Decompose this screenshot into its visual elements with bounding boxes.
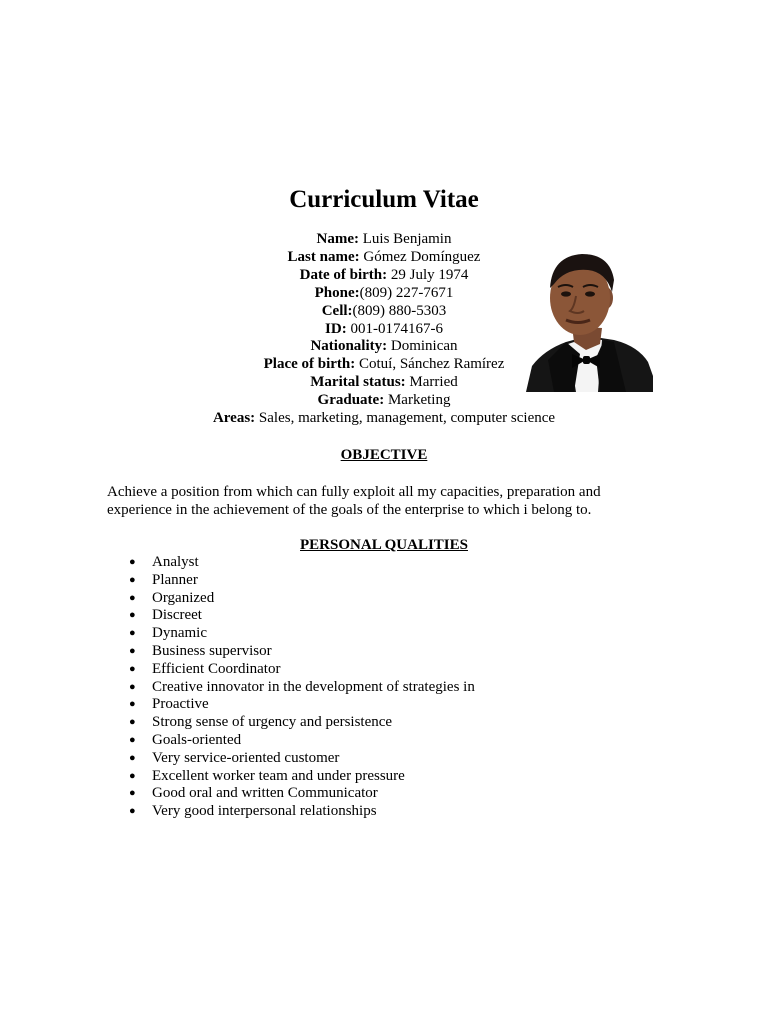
quality-text: Dynamic [152,625,207,642]
info-value: Cotuí, Sánchez Ramírez [355,356,505,373]
info-value: Married [405,374,458,391]
quality-text: Discreet [152,607,202,624]
info-row-graduate [0,392,768,410]
info-label: Marital status: [310,374,406,391]
list-item [129,714,475,732]
quality-text: Good oral and written Communicator [152,785,378,802]
list-item [129,749,475,768]
info-value: 001-0174167-6 [346,320,443,337]
info-label: Cell: [321,302,353,319]
quality-text: Creative innovator in the development of strategies in [152,678,475,695]
quality-text: Business supervisor [152,642,272,659]
list-item [129,625,475,643]
objective-heading: OBJECTIVE [340,447,428,463]
objective-paragraph [107,483,667,519]
document-title: Curriculum Vitae [289,186,479,213]
objective-line: experience in the achievement of the goals of the enterprise to which i belong to. [107,502,592,518]
bullet-icon: ● [129,769,136,782]
info-value: Gómez Domínguez [359,248,481,265]
info-label: Phone: [314,284,360,301]
info-label: Nationality: [310,338,388,355]
list-item [129,642,475,661]
bullet-icon: ● [129,644,136,657]
quality-text: Very good interpersonal relationships [152,803,377,820]
info-value: (809) 227-7671 [359,284,454,301]
bullet-icon: ● [129,805,136,818]
portrait-image [526,250,653,392]
info-value: Dominican [387,338,458,355]
info-value: Sales, marketing, management, computer science [255,410,556,427]
bullet-icon: ● [129,698,136,711]
quality-text: Analyst [152,554,199,570]
quality-text: Proactive [152,696,209,713]
list-item [129,660,475,679]
list-item [129,589,475,608]
list-item [129,607,475,625]
bullet-icon: ● [129,733,136,746]
list-item [129,571,475,590]
bullet-icon: ● [129,787,136,800]
info-label: ID: [325,320,347,337]
bullet-icon: ● [129,573,136,586]
info-label: Last name: [287,248,360,265]
profile-photo [526,250,653,392]
personal-qualities-list [129,554,475,821]
bullet-icon: ● [129,609,136,622]
list-item [129,696,475,714]
quality-text: Organized [152,589,215,606]
quality-text: Planner [152,571,198,588]
bullet-icon: ● [129,716,136,729]
info-value: Marketing [384,392,451,409]
quality-text: Strong sense of urgency and persistence [152,714,393,731]
info-row-areas [0,410,768,428]
quality-text: Excellent worker team and under pressure [152,767,405,784]
objective-line: Achieve a position from which can fully exploit all my capacities, preparation and [107,484,601,500]
bullet-icon: ● [129,591,136,604]
list-item [129,803,475,821]
list-item [129,678,475,697]
info-value: 29 July 1974 [387,266,469,283]
bullet-icon: ● [129,751,136,764]
info-row-name [0,231,768,249]
info-label: Areas: [212,410,256,427]
info-value: Luis Benjamin [358,231,452,247]
quality-text: Very service-oriented customer [152,749,340,766]
info-label: Place of birth: [263,356,356,373]
list-item [129,731,475,750]
list-item [129,767,475,786]
personal-qualities-heading: PERSONAL QUALITIES [300,537,468,553]
info-label: Name: [316,231,359,247]
info-label: Graduate: [317,392,385,409]
bullet-icon: ● [129,662,136,675]
quality-text: Efficient Coordinator [152,660,281,677]
bullet-icon: ● [129,556,136,568]
info-value: (809) 880-5303 [352,302,447,319]
bullet-icon: ● [129,680,136,693]
info-label: Date of birth: [299,266,388,283]
quality-text: Goals-oriented [152,731,242,748]
bullet-icon: ● [129,627,136,640]
list-item [129,554,475,572]
list-item [129,785,475,803]
